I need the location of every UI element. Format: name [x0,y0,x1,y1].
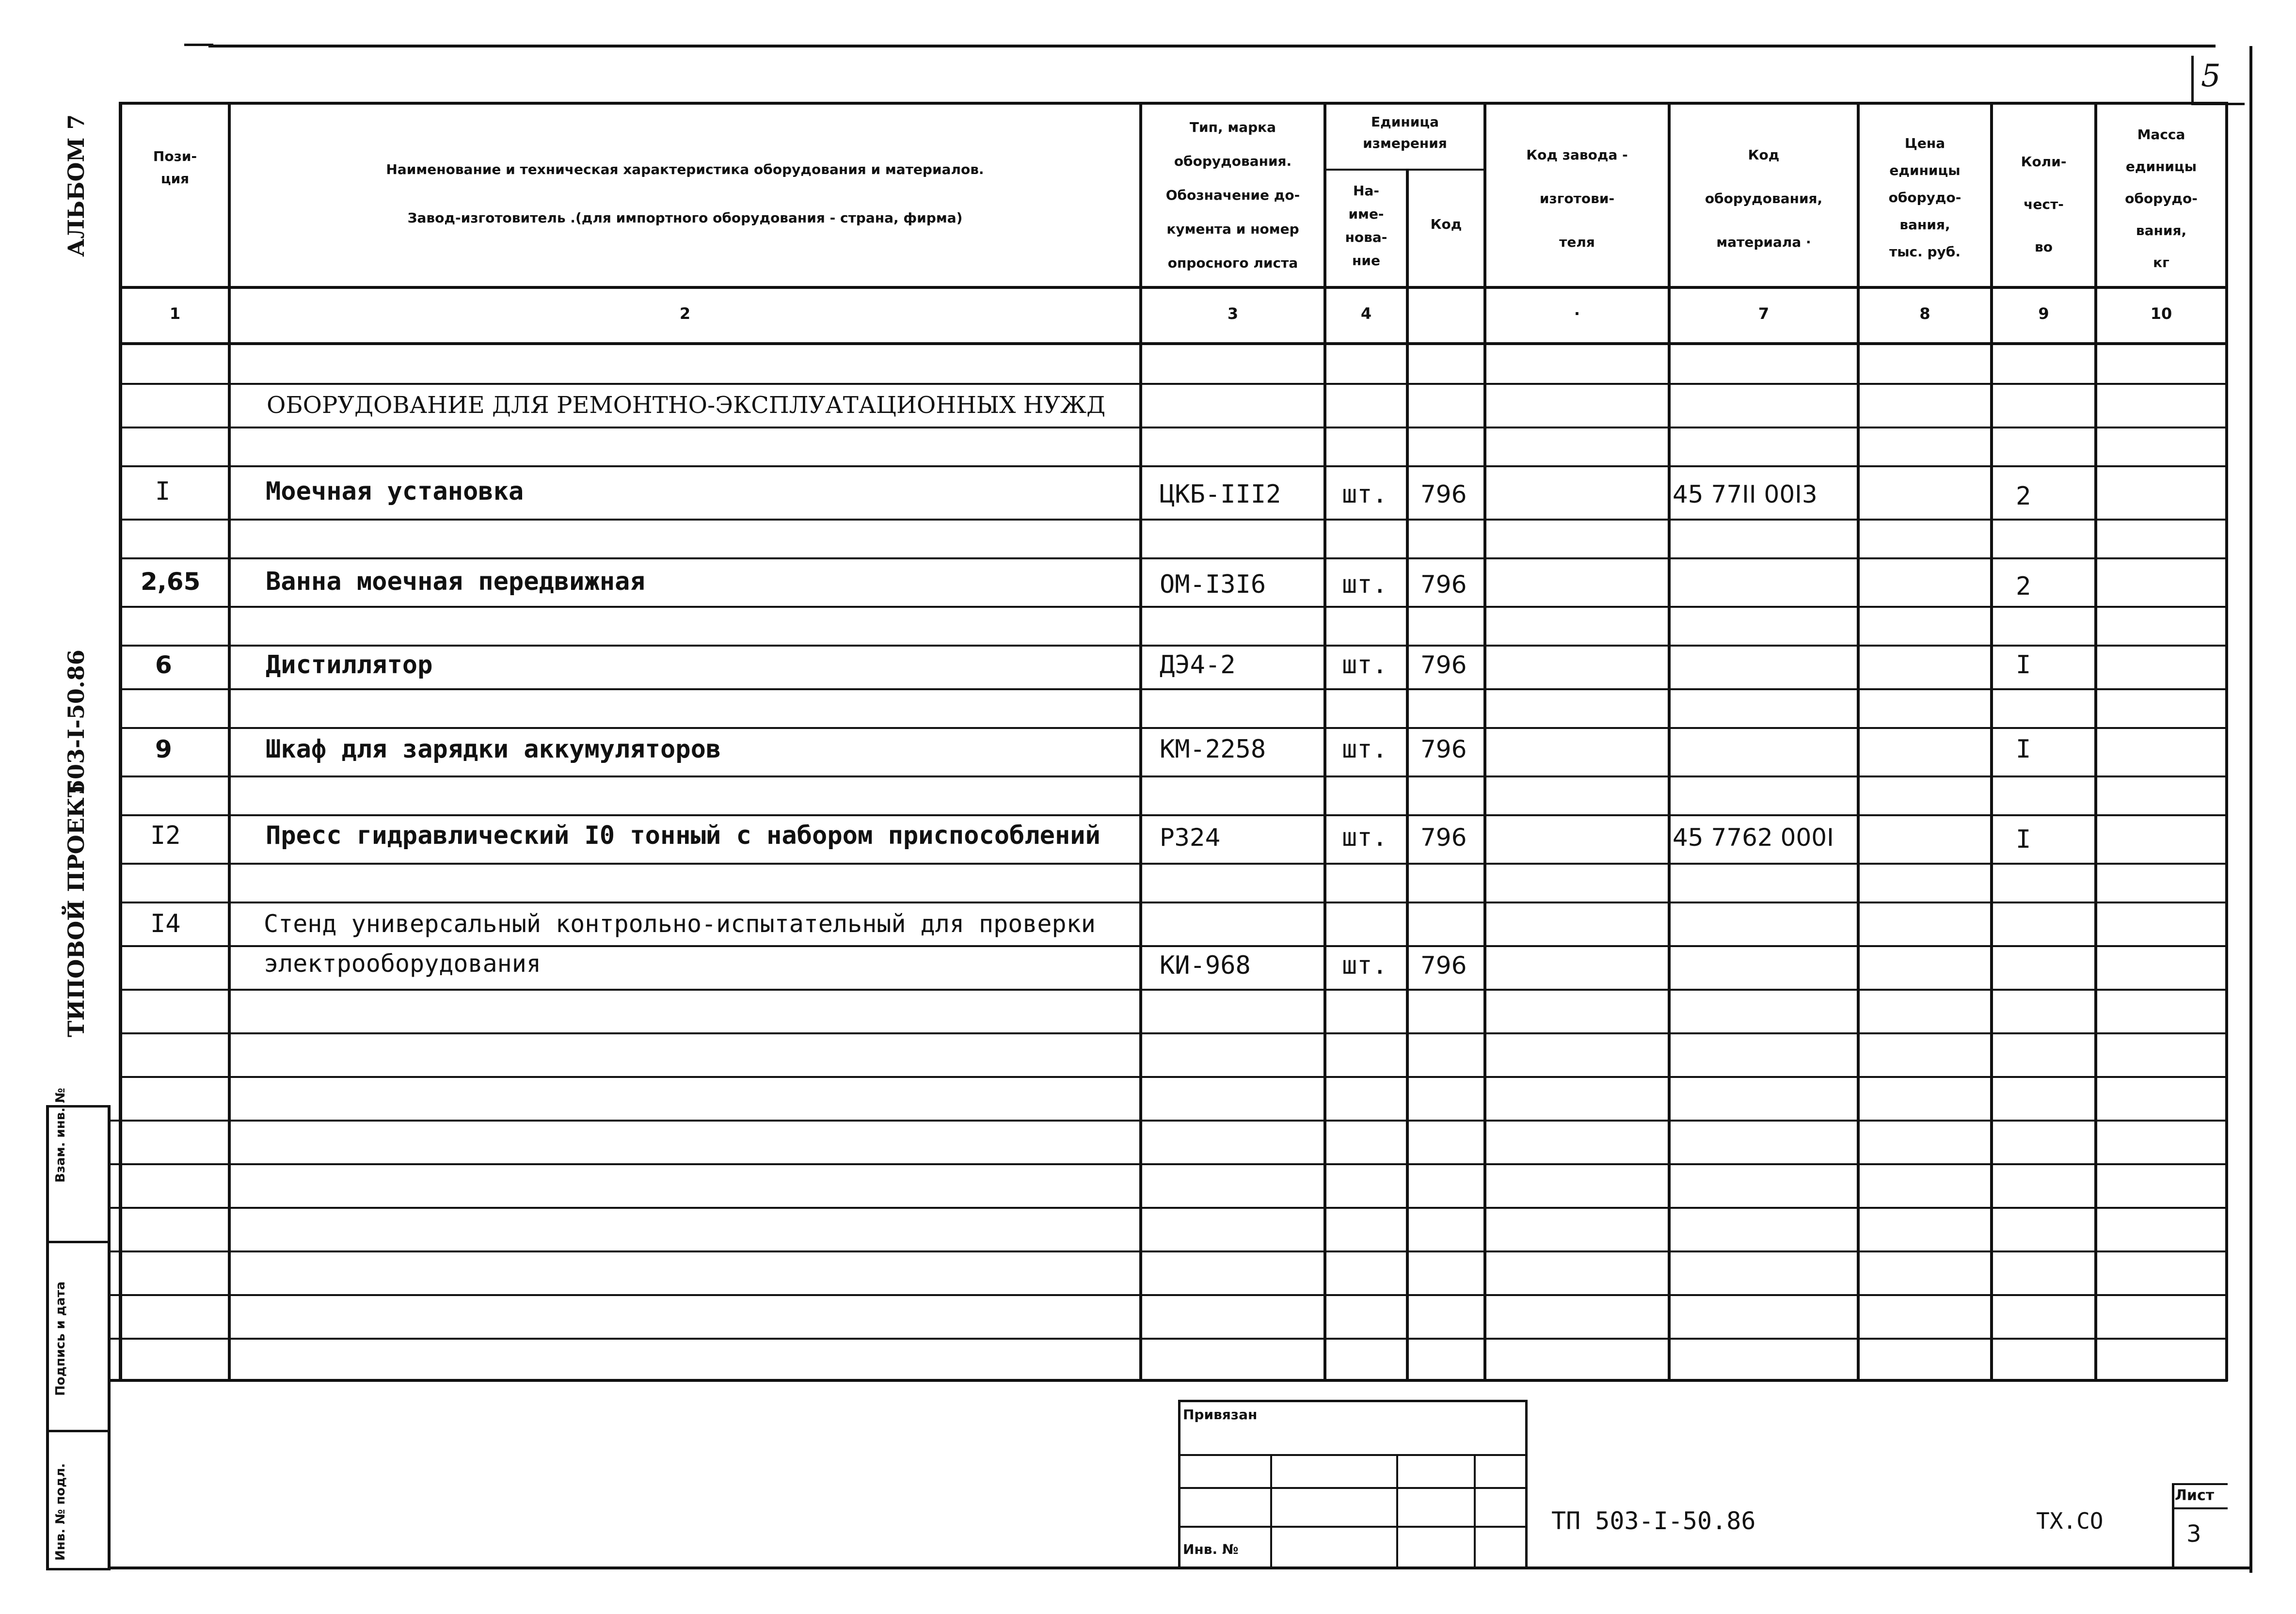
row-position: 6 [155,651,172,679]
row-position: 9 [155,735,172,763]
row-name-continued: электрооборудования [264,949,541,978]
linked-box-col [1396,1454,1398,1568]
row-quantity: I [2016,735,2031,764]
row-unit: шт. [1342,951,1387,980]
row-unit: шт. [1342,735,1387,764]
row-unit-code: 796 [1420,735,1467,763]
row-line [119,645,2228,647]
col-divider-5 [1483,102,1486,1381]
row-line [111,1120,2228,1122]
row-quantity: I [2016,650,2031,680]
table-left-border [119,102,122,1381]
sheet-label: Лист [2175,1487,2215,1504]
col-divider-3 [1323,102,1326,1381]
row-position: 2,65 [141,568,201,596]
header-name: Наименование и техническая характеристика оборудования и материалов. Завод-изготовитель .(для импортного оборудования - страна, фирма) [386,161,984,226]
header-equipment-code: Код оборудования, материала · [1705,147,1823,250]
col-number: 1 [169,304,181,323]
row-unit: шт. [1342,650,1387,680]
left-stamp-div1 [46,1241,111,1243]
row-name: Шкаф для зарядки аккумуляторов [266,735,721,764]
row-line [111,1163,2228,1165]
linked-label: Привязан [1183,1407,1258,1423]
row-position: I [155,477,171,506]
header-manufacturer-code: Код завода - изготови- теля [1526,147,1628,250]
unit-group-divider [1323,169,1486,171]
row-type: ДЭ4-2 [1160,650,1236,680]
project-code-label: 503-I-50.86 [63,649,89,795]
row-quantity: 2 [2016,482,2031,511]
row-name: Дистиллятор [266,650,433,680]
sheet-box-mid [2172,1507,2228,1509]
row-type: КМ-2258 [1160,735,1266,764]
linked-box-left [1178,1401,1180,1568]
project-type-label: ТИПОВОЙ ПРОЕКТ [63,781,89,1037]
row-unit-code: 796 [1420,651,1467,679]
row-name: Ванна моечная передвижная [266,567,645,596]
col-number: 2 [679,304,691,323]
header-type: Тип, марка оборудования. Обозначение до- кумента и номер опросного листа [1165,119,1300,271]
stamp-label-replace: Взам. инв. № [53,1088,68,1183]
top-border [208,45,2216,47]
header-price: Цена единицы оборудо- вания, тыс. руб. [1888,135,1961,260]
header-unit-name: На- име- нова- ние [1345,183,1387,269]
row-line [119,557,2228,559]
col-divider-1 [228,102,231,1381]
album-label: АЛЬБОМ 7 [63,114,89,257]
header-unit-group: Единица измерения [1363,114,1447,151]
col-number: 3 [1227,304,1239,323]
col-number: 9 [2038,304,2049,323]
row-line [119,606,2228,608]
row-line [119,519,2228,521]
col-number: 10 [2150,304,2172,323]
stamp-label-signature: Подпись и дата [53,1281,68,1396]
stamp-label-inventory: Инв. № подл. [53,1463,68,1561]
row-line [119,1076,2228,1078]
header-quantity: Коли- чест- во [2021,154,2067,255]
row-unit-code: 796 [1420,570,1467,599]
row-line [119,989,2228,991]
row-position: I4 [150,909,181,938]
left-outer-border [46,1105,49,1570]
row-unit-code: 796 [1420,951,1467,980]
table-right-border [2225,102,2228,1381]
col-divider-7 [1857,102,1860,1381]
row-line [119,727,2228,729]
col-divider-2 [1139,102,1142,1381]
row-line [119,427,2228,428]
row-equipment-code: 45 7762 000I [1673,823,1834,852]
header-mass: Масса единицы оборудо- вания, кг [2125,127,2198,270]
linked-box-right [1525,1400,1528,1568]
row-quantity: 2 [2016,572,2031,601]
row-line [119,1032,2228,1034]
row-name: Пресс гидравлический I0 тонный с набором приспособлений [266,821,1100,850]
row-line [111,1338,2228,1340]
document-mark: ТХ.СО [2036,1508,2104,1534]
row-line [119,814,2228,816]
row-type: ОМ-I3I6 [1160,570,1266,599]
left-stamp-bottom [46,1568,111,1570]
row-type: КИ-968 [1160,951,1251,980]
numbers-row-bottom [119,342,2228,345]
row-unit: шт. [1342,570,1387,599]
col-number: · [1574,304,1580,323]
header-unit-code: Код [1430,216,1462,232]
sheet-box-left [2172,1483,2174,1568]
row-line [119,688,2228,690]
sheet-box-top [2172,1483,2228,1485]
row-unit: шт. [1342,823,1387,852]
row-line [119,863,2228,865]
row-type: ЦКБ-III2 [1160,480,1281,509]
row-line [111,1250,2228,1252]
sheet-number-box-left [2191,56,2194,104]
row-line [119,902,2228,903]
header-position: Пози- ция [153,148,197,187]
row-unit-code: 796 [1420,823,1467,852]
left-stamp-div2 [46,1430,111,1432]
section-title: ОБОРУДОВАНИЕ ДЛЯ РЕМОНТНО-ЭКСПЛУАТАЦИОННЫХ НУЖД [267,392,1106,419]
row-name: Моечная установка [266,477,524,506]
col-number: 7 [1758,304,1770,323]
row-position: I2 [150,821,181,850]
col-number: 8 [1919,304,1930,323]
col-divider-8 [1990,102,1993,1381]
row-type: Р324 [1160,823,1221,852]
row-quantity: I [2016,825,2031,854]
document-code: ТП 503-I-50.86 [1551,1507,1756,1535]
row-name: Стенд универсальный контрольно-испытательный для проверки [264,910,1096,938]
linked-box-col [1270,1454,1272,1568]
row-unit: шт. [1342,480,1387,509]
sheet-value: 3 [2186,1520,2201,1548]
col-divider-6 [1668,102,1671,1381]
row-unit-code: 796 [1420,480,1467,508]
right-border [2249,46,2252,1573]
row-line [119,775,2228,777]
row-line [111,1207,2228,1209]
row-line [119,465,2228,467]
linked-box-top [1178,1400,1527,1402]
linked-box-col [1474,1454,1476,1568]
titleblock-bottom [111,1567,2252,1569]
header-bottom [119,286,2228,289]
table-top [119,102,2228,105]
sheet-number-top: 5 [2201,58,2221,94]
inventory-number-label: Инв. № [1183,1541,1239,1557]
col-divider-9 [2094,102,2097,1381]
row-line [111,1294,2228,1296]
row-equipment-code: 45 77II 00I3 [1673,480,1818,508]
row-line [119,383,2228,385]
col-number: 4 [1360,304,1372,323]
row-line [119,945,2228,947]
titleblock-top [111,1379,2228,1381]
